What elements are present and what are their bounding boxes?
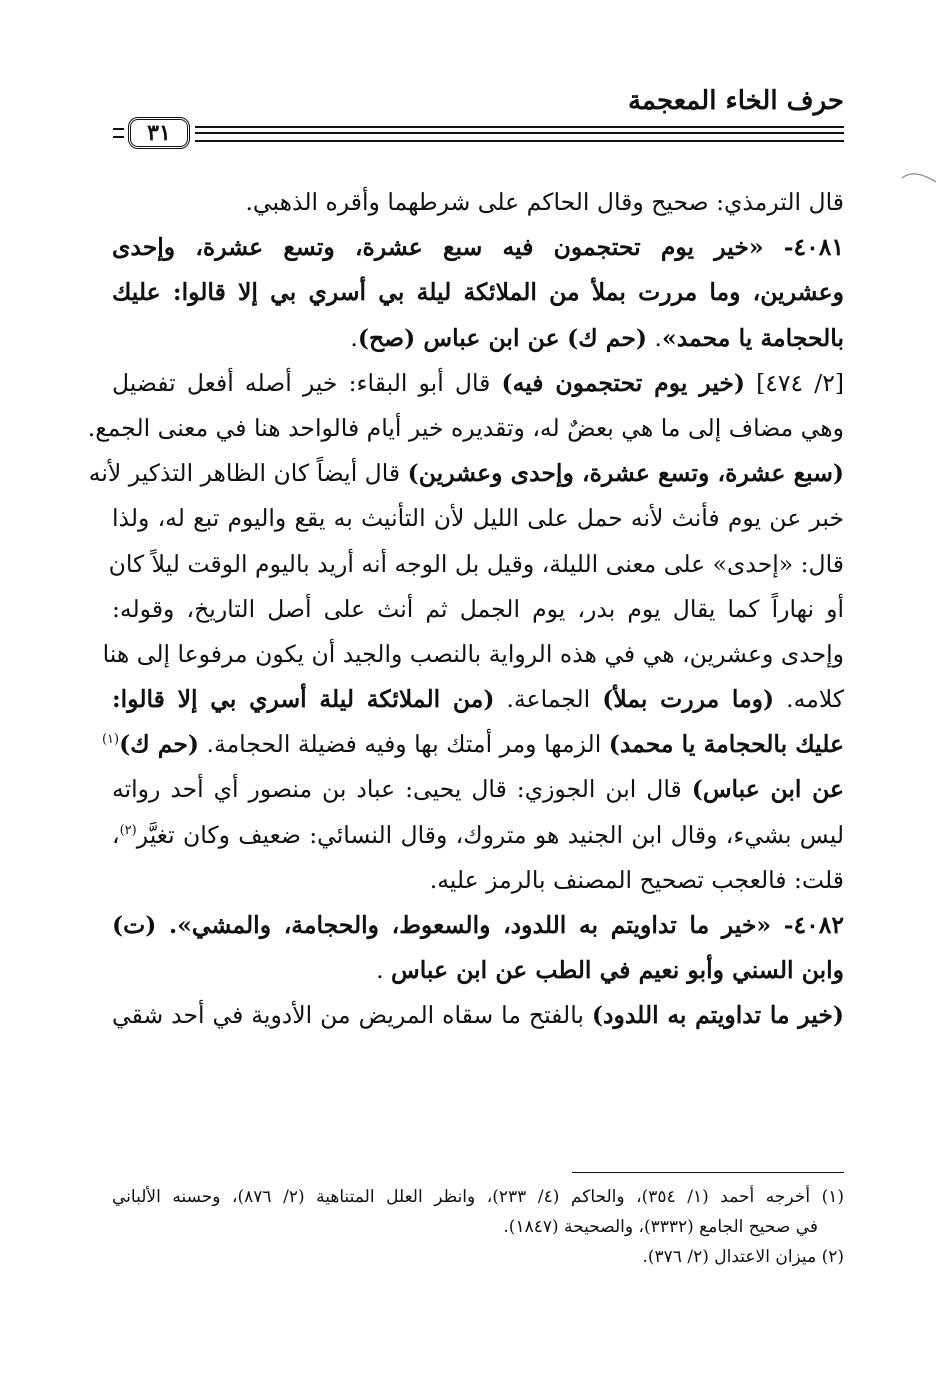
footnote-1: (١) أخرجه أحمد (١/ ٣٥٤)، والحاكم (٤/ ٢٣٣)، وانظر العلل المتناهية (٢/ ٨٧٦)، وحسنه الألباني bbox=[112, 1187, 844, 1207]
body-text bbox=[87, 180, 845, 1039]
text-line-10: أو نهاراً كما يقال يوم بدر، يوم الجمل ثم أنث على أصل التاريخ، وقوله: bbox=[112, 594, 844, 623]
text-line-14: عن ابن عباس) قال ابن الجوزي: قال يحيى: عباد بن منصور أي أحد رواته bbox=[112, 775, 844, 804]
running-title: حرف الخاء المعجمة bbox=[627, 86, 844, 116]
page-number-tick bbox=[113, 136, 124, 138]
text-line-5: [٢/ ٤٧٤] (خير يوم تحتجمون فيه) قال أبو البقاء: خير أصله أفعل تفضيل bbox=[112, 368, 845, 397]
text-line-18: وابن السني وأبو نعيم في الطب عن ابن عباس . bbox=[376, 956, 844, 985]
text-line-6: وهي مضاف إلى ما هي بعضٌ له، وتقديره خير أيام فالواحد هنا في معنى الجمع. bbox=[87, 413, 844, 442]
footnote-2: (٢) ميزان الاعتدال (٢/ ٣٧٦). bbox=[642, 1247, 844, 1267]
text-line-2: ٤٠٨١- «خير يوم تحتجمون فيه سبع عشرة، وتسع عشرة، وإحدى bbox=[112, 233, 844, 262]
text-line-1: قال الترمذي: صحيح وقال الحاكم على شرطهما وأقره الذهبي. bbox=[245, 188, 844, 216]
footnotes bbox=[112, 1182, 844, 1272]
text-line-15: ليس بشيء، وقال ابن الجنيد هو متروك، وقال النسائي: ضعيف وكان تغيَّر$^{(٢)}$، bbox=[112, 820, 844, 849]
header-rule-bottom bbox=[195, 140, 844, 142]
text-line-11: وإحدى وعشرين، هي في هذه الرواية بالنصب والجيد أن يكون مرفوعا إلى هنا bbox=[102, 639, 844, 668]
text-line-19: (خير ما تداويتم به اللدود) بالفتح ما سقاه المريض من الأدوية في أحد شقي bbox=[112, 1001, 844, 1030]
footnote-1-continued: في صحيح الجامع (٣٣٣٢)، والصحيحة (١٨٤٧). bbox=[503, 1217, 818, 1237]
text-line-13: عليك بالحجامة يا محمد) الزمها ومر أمتك بها وفيه فضيلة الحجامة. (حم ك)$^{(١)}$ bbox=[101, 730, 844, 759]
text-line-8: خبر عن يوم فأنث لأنه حمل على الليل لأن التأنيث به يقع واليوم تبع له، ولذا bbox=[112, 504, 844, 533]
text-line-12: كلامه. (وما مررت بملأ) الجماعة. (من الملائكة ليلة أسري بي إلا قالوا: bbox=[112, 685, 845, 714]
text-line-16: قلت: فالعجب تصحيح المصنف بالرمز عليه. bbox=[429, 865, 844, 894]
text-line-3: وعشرين، وما مررت بملأ من الملائكة ليلة بي أسري بي إلا قالوا: عليك bbox=[112, 278, 844, 307]
header-rule-top bbox=[195, 126, 844, 128]
text-line-9: قال: «إحدى» على معنى الليلة، وقيل بل الوجه أنه أريد باليوم الوقت ليلاً كان bbox=[108, 549, 844, 578]
margin-pencil-mark bbox=[900, 166, 940, 188]
footnote-separator bbox=[572, 1172, 844, 1173]
text-line-7: (سبع عشرة، وتسع عشرة، وإحدى وعشرين) قال أيضاً كان الظاهر التذكير لأنه bbox=[88, 459, 844, 488]
page-number: ٣١ bbox=[128, 117, 190, 149]
text-line-4: بالحجامة يا محمد». (حم ك) عن ابن عباس (صح). bbox=[350, 323, 844, 352]
page-number-tick bbox=[113, 128, 124, 130]
header-rule-middle bbox=[195, 132, 844, 134]
text-line-17: ٤٠٨٢- «خير ما تداويتم به اللدود، والسعوط، والحجامة، والمشي». (ت) bbox=[112, 911, 844, 939]
